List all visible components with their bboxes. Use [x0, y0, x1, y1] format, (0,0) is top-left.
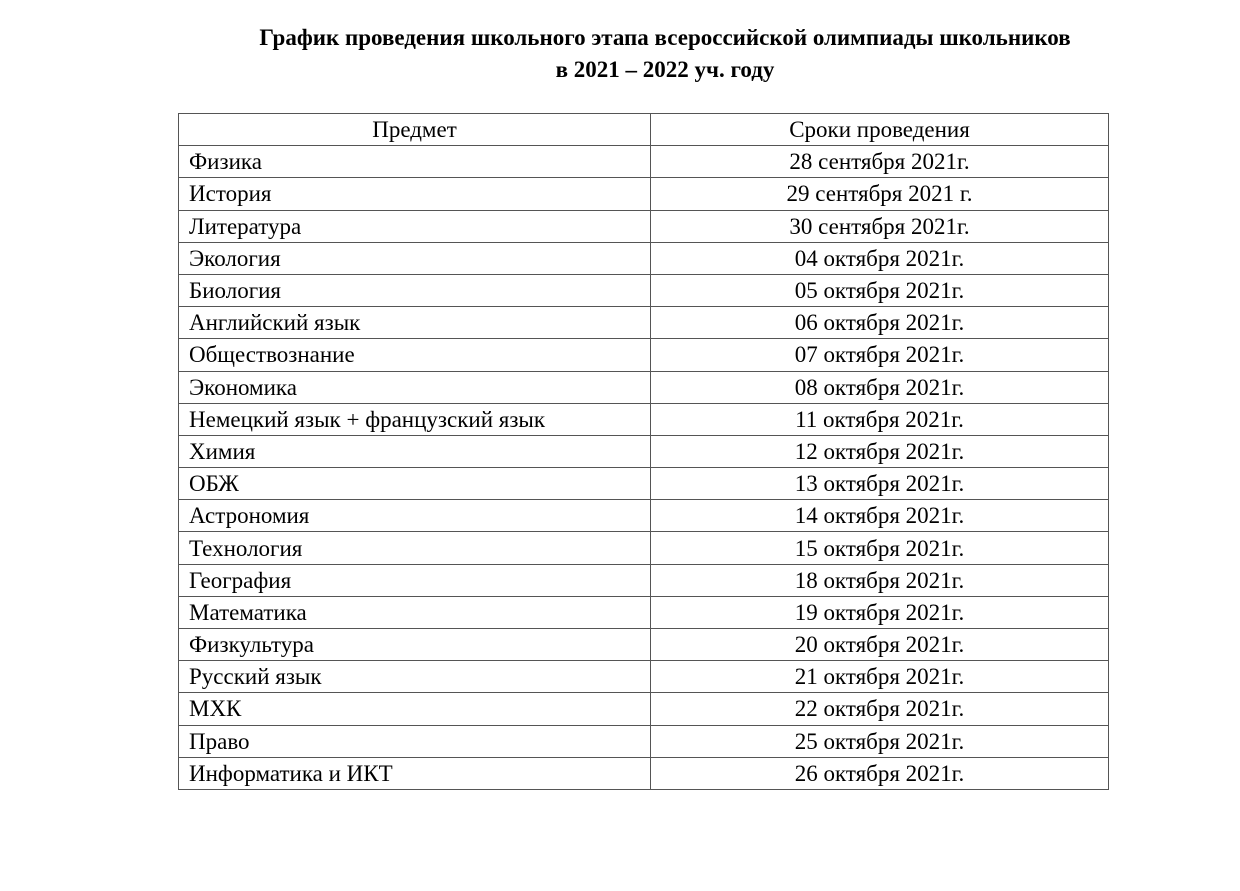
- date-cell: 04 октября 2021г.: [651, 242, 1109, 274]
- date-cell: 25 октября 2021г.: [651, 725, 1109, 757]
- table-row: [179, 725, 1109, 757]
- subject-cell: История: [179, 178, 651, 210]
- title-line-2: в 2021 – 2022 уч. году: [555, 57, 775, 82]
- table-row: [179, 371, 1109, 403]
- subject-cell: ОБЖ: [179, 468, 651, 500]
- date-cell: 06 октября 2021г.: [651, 307, 1109, 339]
- date-cell: 05 октября 2021г.: [651, 274, 1109, 306]
- title-line-1: График проведения школьного этапа всероссийской олимпиады школьников: [259, 25, 1071, 50]
- subject-cell: Физика: [179, 146, 651, 178]
- date-cell: 19 октября 2021г.: [651, 596, 1109, 628]
- table-row: [179, 178, 1109, 210]
- table-row: [179, 757, 1109, 789]
- table-row: [179, 661, 1109, 693]
- subject-cell: География: [179, 564, 651, 596]
- table-row: [179, 403, 1109, 435]
- subject-cell: Право: [179, 725, 651, 757]
- date-cell: 15 октября 2021г.: [651, 532, 1109, 564]
- date-cell: 28 сентября 2021г.: [651, 146, 1109, 178]
- date-cell: 07 октября 2021г.: [651, 339, 1109, 371]
- table-row: [179, 468, 1109, 500]
- date-cell: 12 октября 2021г.: [651, 435, 1109, 467]
- subject-cell: Астрономия: [179, 500, 651, 532]
- date-cell: 26 октября 2021г.: [651, 757, 1109, 789]
- subject-cell: Химия: [179, 435, 651, 467]
- date-cell: 30 сентября 2021г.: [651, 210, 1109, 242]
- subject-cell: Биология: [179, 274, 651, 306]
- table-row: [179, 596, 1109, 628]
- table-row: [179, 435, 1109, 467]
- table-row: [179, 629, 1109, 661]
- subject-cell: Немецкий язык + французский язык: [179, 403, 651, 435]
- date-cell: 11 октября 2021г.: [651, 403, 1109, 435]
- subject-cell: Математика: [179, 596, 651, 628]
- date-cell: 13 октября 2021г.: [651, 468, 1109, 500]
- subject-cell: Технология: [179, 532, 651, 564]
- date-cell: 14 октября 2021г.: [651, 500, 1109, 532]
- date-cell: 08 октября 2021г.: [651, 371, 1109, 403]
- subject-cell: Экономика: [179, 371, 651, 403]
- subject-cell: Литература: [179, 210, 651, 242]
- table-row: [179, 242, 1109, 274]
- table-row: [179, 307, 1109, 339]
- date-cell: 20 октября 2021г.: [651, 629, 1109, 661]
- table-row: [179, 339, 1109, 371]
- table-row: [179, 693, 1109, 725]
- date-cell: 29 сентября 2021 г.: [651, 178, 1109, 210]
- table-header-row: [179, 114, 1109, 146]
- date-cell: 21 октября 2021г.: [651, 661, 1109, 693]
- table-row: [179, 532, 1109, 564]
- subject-cell: Информатика и ИКТ: [179, 757, 651, 789]
- subject-cell: Обществознание: [179, 339, 651, 371]
- subject-cell: Английский язык: [179, 307, 651, 339]
- subject-cell: Физкультура: [179, 629, 651, 661]
- header-dates: Сроки проведения: [651, 114, 1109, 146]
- subject-cell: Русский язык: [179, 661, 651, 693]
- table-row: [179, 274, 1109, 306]
- table-row: [179, 146, 1109, 178]
- subject-cell: МХК: [179, 693, 651, 725]
- schedule-table: [178, 113, 1109, 790]
- subject-cell: Экология: [179, 242, 651, 274]
- header-subject: Предмет: [179, 114, 651, 146]
- table-row: [179, 564, 1109, 596]
- document-title: [0, 22, 1240, 86]
- table-row: [179, 500, 1109, 532]
- date-cell: 22 октября 2021г.: [651, 693, 1109, 725]
- date-cell: 18 октября 2021г.: [651, 564, 1109, 596]
- table-row: [179, 210, 1109, 242]
